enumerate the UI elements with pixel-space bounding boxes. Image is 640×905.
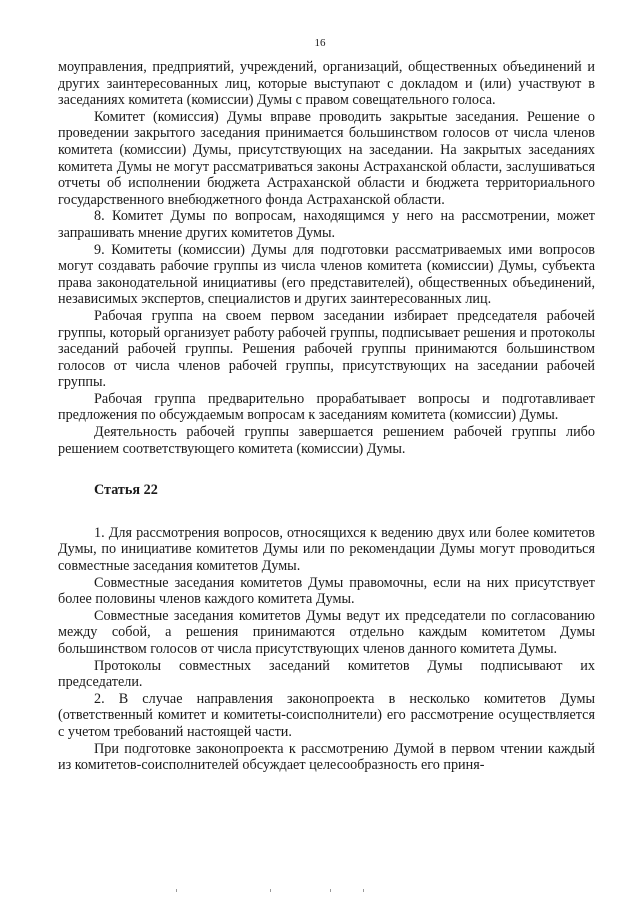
paragraph: моуправления, предприятий, учреждений, организаций, общественных объединений и других заинтересованных лиц, которые выступают с докладом и (или) участвуют в заседаниях комитета (комиссии) Думы с правом совещательного голоса. bbox=[58, 59, 595, 109]
paragraph: Деятельность рабочей группы завершается решением рабочей группы либо решением соответствующего комитета (комиссии) Думы. bbox=[58, 424, 595, 457]
page-number: 16 bbox=[314, 37, 326, 49]
paragraph: При подготовке законопроекта к рассмотрению Думой в первом чтении каждый из комитетов-соисполнителей обсуждает целесообразность его приня- bbox=[58, 740, 595, 774]
paragraphs-bottom bbox=[58, 525, 595, 774]
heading-spacer bbox=[58, 499, 595, 525]
scan-marks bbox=[0, 889, 640, 895]
paragraph: 9. Комитеты (комиссии) Думы для подготовки рассматриваемых ими вопросов могут создавать рабочие группы из числа членов комитета (комиссии) Думы, субъекта права законодательной инициативы (его представителей), общественных объединений, независимых экспертов, специалистов и других заинтересованных лиц. bbox=[58, 241, 595, 308]
paragraph: Протоколы совместных заседаний комитетов Думы подписывают их председатели. bbox=[58, 657, 595, 691]
paragraph: 8. Комитет Думы по вопросам, находящимся у него на рассмотрении, может запрашивать мнение других комитетов Думы. bbox=[58, 208, 595, 241]
paragraph: Совместные заседания комитетов Думы правомочны, если на них присутствует более половины членов каждого комитета Думы. bbox=[58, 574, 595, 608]
paragraph: Комитет (комиссия) Думы вправе проводить закрытые заседания. Решение о проведении закрытого заседания принимается большинством голосов от числа членов комитета (комиссии) Думы, присутствующих на заседании. На закрытых заседаниях комитета Думы не могут рассматриваться законы Астраханской области, заслушиваться отчеты об исполнении бюджета Астраханской области и бюджета территориального государственного внебюджетного фонда Астраханской области. bbox=[58, 108, 595, 208]
paragraph: Совместные заседания комитетов Думы ведут их председатели по согласованию между собой, а решения принимаются отдельно каждым комитетом Думы большинством голосов от числа присутствующих членов данного комитета Думы. bbox=[58, 607, 595, 657]
document-body bbox=[58, 59, 595, 774]
paragraph: 2. В случае направления законопроекта в несколько комитетов Думы (ответственный комитет и комитеты-соисполнители) его рассмотрение осуществляется с учетом требований настоящей части. bbox=[58, 690, 595, 740]
paragraph: Рабочая группа предварительно прорабатывает вопросы и подготавливает предложения по обсуждаемым вопросам к заседаниям комитета (комиссии) Думы. bbox=[58, 390, 595, 424]
paragraph: 1. Для рассмотрения вопросов, относящихся к ведению двух или более комитетов Думы, по инициативе комитетов Думы или по рекомендации Думы могут проводиться совместные заседания комитетов Думы. bbox=[58, 524, 595, 575]
paragraph: Рабочая группа на своем первом заседании избирает председателя рабочей группы, который организует работу рабочей группы, подписывает решения и протоколы заседаний рабочей группы. Решения рабочей группы принимаются большинством голосов от числа членов рабочей группы, присутствующих на заседании рабочей группы. bbox=[58, 307, 595, 391]
paragraphs-top bbox=[58, 59, 595, 457]
article-heading: Статья 22 bbox=[94, 482, 158, 499]
